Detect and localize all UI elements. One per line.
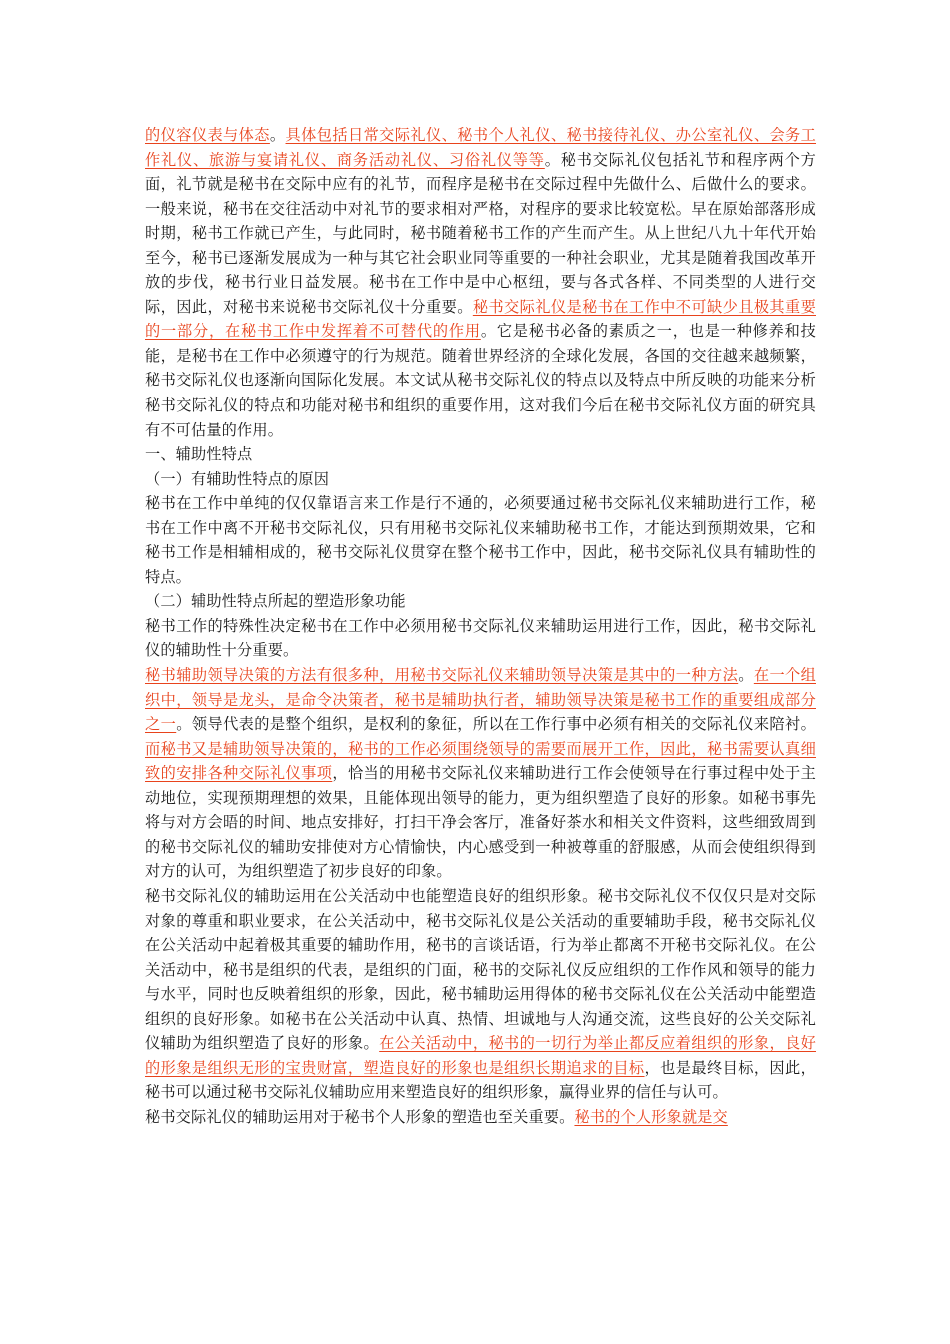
- body-text: 。: [738, 666, 754, 685]
- highlighted-text: 秘书交际礼仪是秘书在工作中不可缺少且极其重要的一部分，在秘书工作中发挥着不可替代的作用: [145, 297, 816, 341]
- paragraph: [145, 663, 816, 884]
- body-text: 秘书交际礼仪的辅助运用对于秘书个人形象的塑造也至关重要。: [145, 1107, 575, 1126]
- highlighted-text: 具体包括日常交际礼仪、秘书个人礼仪、秘书接待礼仪、办公室礼仪、会务工作礼仪、旅游与宴请礼仪、商务活动礼仪、习俗礼仪等等: [145, 126, 817, 169]
- paragraph: [145, 589, 816, 614]
- body-text: （一）有辅助性特点的原因: [145, 469, 330, 488]
- paragraph: [145, 491, 816, 589]
- body-text: ，恰当的用秘书交际礼仪来辅助进行工作会使领导在行事过程中处于主动地位，实现预期理想的效果，且能体现出领导的能力，更为组织塑造了良好的形象。如秘书事先将与对方会晤的时间、地点安排好，打扫干净会客厅，准备好茶水和相关文件资料，这些细致周到的秘书交际礼仪的辅助安排使对方心情愉快，内心感受到一种被尊重的舒服感，从而会使组织得到对方的认可，为组织塑造了初步良好的印象。: [145, 764, 816, 881]
- body-text: ，也是最终目标，因此，秘书可以通过秘书交际礼仪辅助应用来塑造良好的组织形象，赢得业界的信任与认可。: [145, 1058, 816, 1102]
- body-text: 。它是秘书必备的素质之一，也是一种修养和技能，是秘书在工作中必须遵守的行为规范。随着世界经济的全球化发展，各国的交往越来越频繁，秘书交际礼仪也逐渐向国际化发展。本文试从秘书交际礼仪的特点以及特点中所反映的功能来分析秘书交际礼仪的特点和功能对秘书和组织的重要作用，这对我们今后在秘书交际礼仪方面的研究具有不可估量的作用。: [145, 322, 816, 439]
- paragraph: [145, 1105, 816, 1130]
- body-text: 。秘书交际礼仪包括礼节和程序两个方面，礼节就是秘书在交际中应有的礼节，而程序是秘书在交际过程中先做什么、后做什么的要求。一般来说，秘书在交往活动中对礼节的要求相对严格，对程序的要求比较宽松。早在原始部落形成时期，秘书工作就已产生，与此同时，秘书随着秘书工作的产生而产生。从上世纪八九十年代开始至今，秘书已逐渐发展成为一种与其它社会职业同等重要的一种社会职业，尤其是随着我国改革开放的步伐，秘书行业日益发展。秘书在工作中是中心枢纽，要与各式各样、不同类型的人进行交际，因此，对秘书来说秘书交际礼仪十分重要。: [145, 150, 816, 316]
- body-text: 一、辅助性特点: [145, 445, 253, 464]
- paragraph: [145, 884, 816, 1105]
- highlighted-text: 在一个组织中，领导是龙头，是命令决策者，秘书是辅助执行者，辅助领导决策是秘书工作的重要组成部分之一: [145, 666, 816, 734]
- body-text: 。: [269, 126, 286, 144]
- document-body: [145, 123, 816, 1129]
- highlighted-text: 秘书辅助领导决策的方法有很多种，用秘书交际礼仪来辅助领导决策是其中的一种方法: [145, 666, 739, 685]
- paragraph: [145, 123, 816, 442]
- highlighted-text: 而秘书又是辅助领导决策的，秘书的工作必须围绕领导的需要而展开工作，因此，秘书需要认真细致的安排各种交际礼仪事项: [145, 739, 816, 783]
- paragraph: [145, 467, 816, 492]
- body-text: 秘书工作的特殊性决定秘书在工作中必须用秘书交际礼仪来辅助运用进行工作，因此，秘书交际礼仪的辅助性十分重要。: [145, 616, 816, 660]
- highlighted-text: 的仪容仪表与体态: [145, 126, 270, 144]
- paragraph: [145, 614, 816, 663]
- body-text: （二）辅助性特点所起的塑造形象功能: [145, 592, 406, 611]
- body-text: 秘书在工作中单纯的仅仅靠语言来工作是行不通的，必须要通过秘书交际礼仪来辅助进行工作，秘书在工作中离不开秘书交际礼仪，只有用秘书交际礼仪来辅助秘书工作，才能达到预期效果，它和秘书工作是相辅相成的，秘书交际礼仪贯穿在整个秘书工作中，因此，秘书交际礼仪具有辅助性的特点。: [145, 494, 816, 586]
- highlighted-text: 在公关活动中，秘书的一切行为举止都反应着组织的形象，良好的形象是组织无形的宝贵财富，塑造良好的形象也是组织长期追求的目标: [145, 1034, 817, 1077]
- body-text: 。领导代表的是整个组织，是权利的象征，所以在工作行事中必须有相关的交际礼仪来陪衬。: [176, 715, 816, 734]
- paragraph: [145, 442, 816, 467]
- body-text: 秘书交际礼仪的辅助运用在公关活动中也能塑造良好的组织形象。秘书交际礼仪不仅仅只是对交际对象的尊重和职业要求，在公关活动中，秘书交际礼仪是公关活动的重要辅助手段，秘书交际礼仪在公关活动中起着极其重要的辅助作用，秘书的言谈话语，行为举止都离不开秘书交际礼仪。在公关活动中，秘书是组织的代表，是组织的门面，秘书的交际礼仪反应组织的工作作风和领导的能力与水平，同时也反映着组织的形象，因此，秘书辅助运用得体的秘书交际礼仪在公关活动中能塑造组织的良好形象。如秘书在公关活动中认真、热情、坦诚地与人沟通交流，这些良好的公关交际礼仪辅助为组织塑造了良好的形象。: [145, 886, 816, 1053]
- highlighted-text: 秘书的个人形象就是交: [574, 1107, 728, 1126]
